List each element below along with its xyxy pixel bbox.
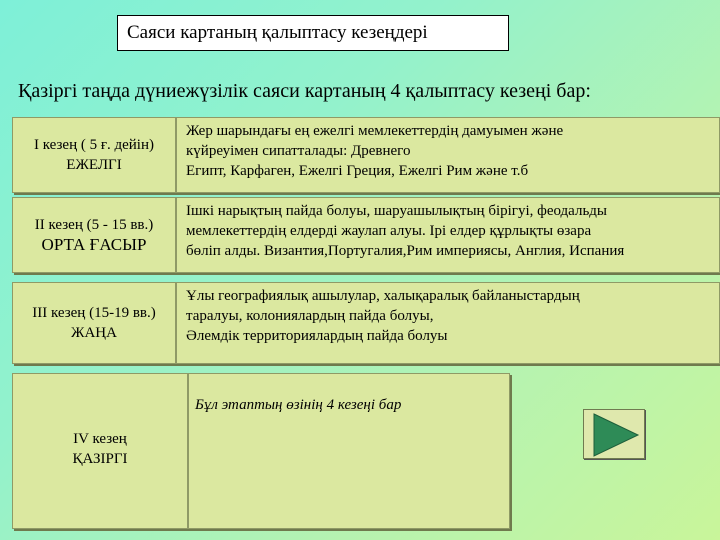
play-triangle-icon [584,410,646,460]
subtitle: Қазіргі таңда дүниежүзілік саяси картаның 4 қалыптасу кезеңі бар: [18,80,591,102]
period-1-desc-line: күйреуімен сипатталады: Древнего [186,143,411,159]
period-4-note: Бұл этаптың өзінің 4 кезеңі бар [195,397,402,413]
next-slide-button[interactable] [583,409,645,459]
period-1-name: I кезең ( 5 ғ. дейін) [33,137,154,153]
period-2-desc-line: Ішкі нарықтың пайда болуы, шаруашылықтың бірігуі, феодальды [186,203,608,219]
period-1-desc-line: Жер шарындағы ең ежелгі мемлекеттердің дамуымен және [186,123,564,139]
page-title: Саяси картаның қалыптасу кезеңдері [117,15,509,51]
period-3-description [176,282,720,364]
period-1-box [12,117,176,193]
period-3-desc-line: Әлемдік территориялардың пайда болуы [186,328,448,344]
period-3-desc-line: Ұлы географиялық ашылулар, халықаралық байланыстардың [186,288,580,304]
period-2-desc-line: мемлекеттердің елдерді жаулап алуы. Ірі елдер құрлықты өзара [186,223,592,239]
period-3-desc-line: таралуы, колониялардың пайда болуы, [186,308,434,324]
period-1-description [176,117,720,193]
period-3-name: III кезең (15-19 вв.) [32,305,156,321]
period-2-box [12,197,176,273]
period-4-label: ҚАЗІРГІ [72,451,128,467]
period-4-box [12,373,188,529]
period-1-desc-line: Египт, Карфаген, Ежелгі Греция, Ежелгі Рим және т.б [186,163,529,179]
period-3-box [12,282,176,364]
period-2-label: ОРТА ҒАСЫР [41,235,147,254]
period-1-label: ЕЖЕЛГІ [66,157,122,173]
period-2-description [176,197,720,273]
period-2-name: II кезең (5 - 15 вв.) [34,217,154,233]
period-4-name: IV кезең [73,431,127,447]
period-3-label: ЖАҢА [71,325,117,341]
period-2-desc-line: бөліп алды. Византия,Португалия,Рим империясы, Англия, Испания [186,243,625,259]
